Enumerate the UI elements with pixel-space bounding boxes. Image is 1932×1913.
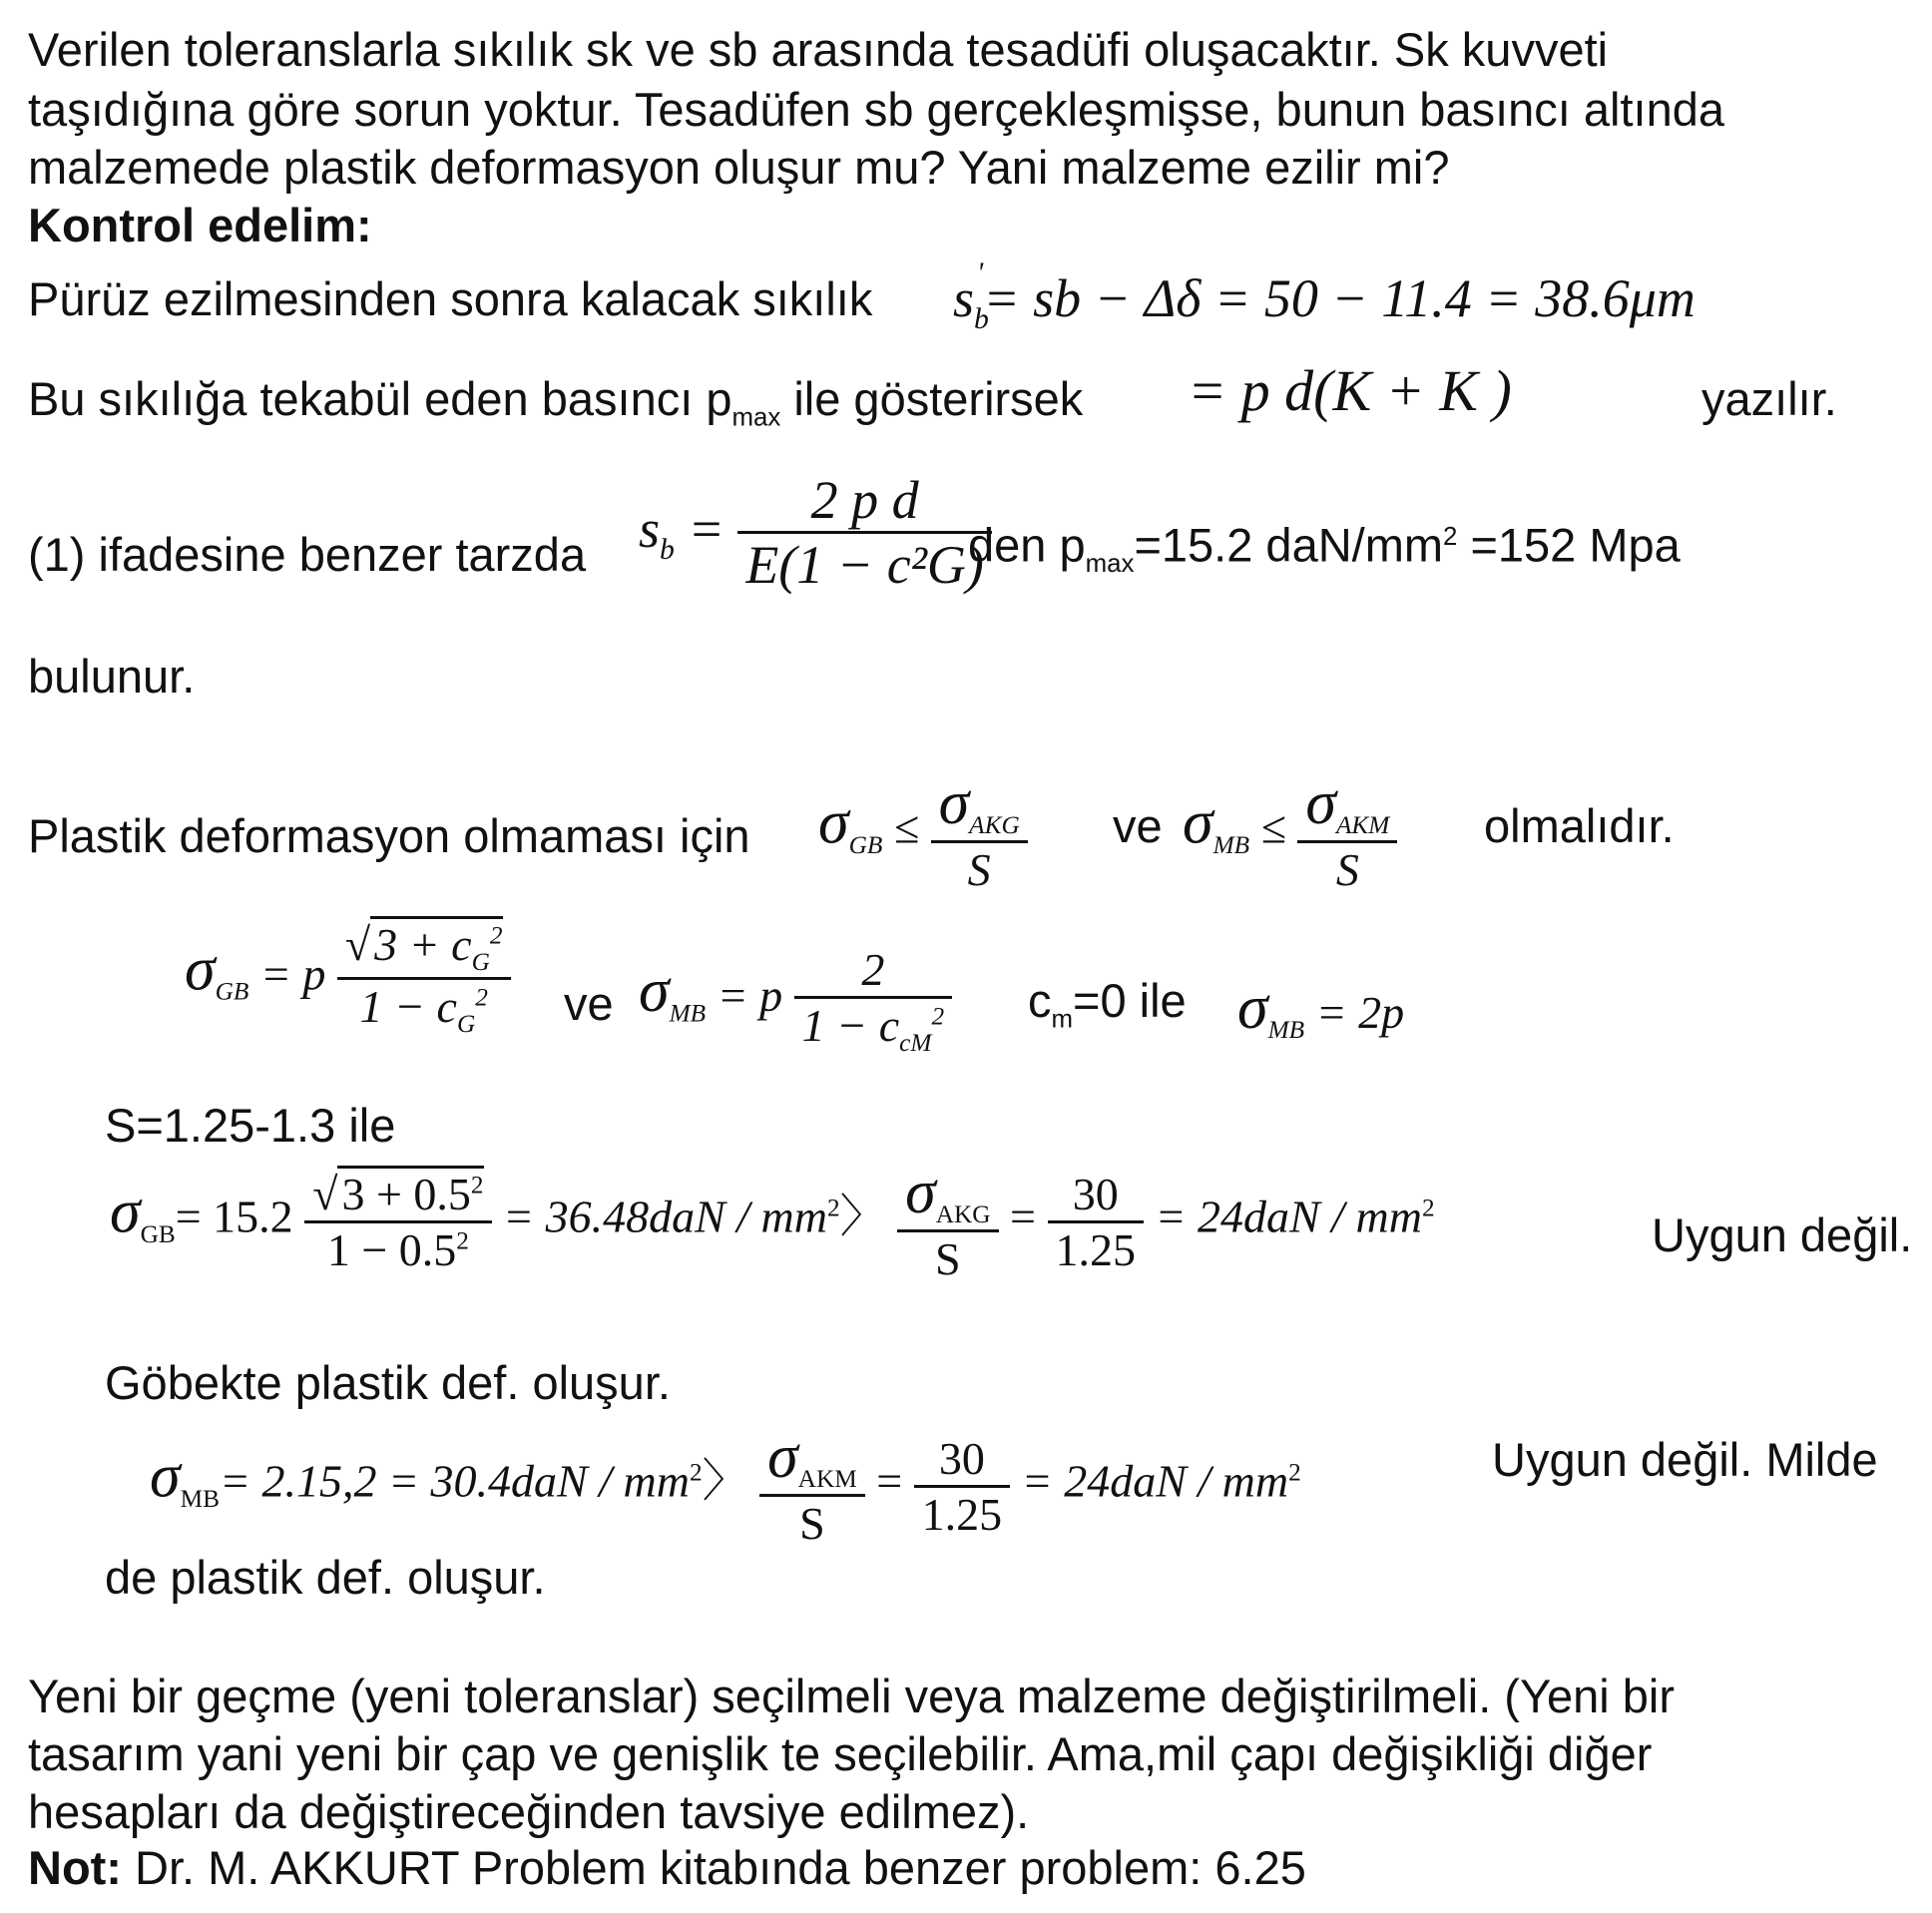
fraction-denominator: E(1 − c²G) xyxy=(745,535,984,595)
text-line: Göbekte plastik def. oluşur. xyxy=(105,1356,671,1409)
text-line: S=1.25-1.3 ile xyxy=(105,1099,396,1152)
subscript: max xyxy=(731,403,781,432)
equation-text: = 15.2 xyxy=(175,1191,293,1242)
equation-text: = p d(K + K ) xyxy=(1188,358,1512,423)
text-span: ile gösterirsek xyxy=(780,372,1084,425)
text-line: den $p_{max}=15.2$ daN/$mm^2 =152$ Mpa xyxy=(968,518,1681,579)
text-line: bulunur. xyxy=(28,650,196,703)
equation-sigma-gb: $\sigma_{GB} = p$ $\frac{√3 + c_G^2}{1 - c_G^2}$ xyxy=(185,918,511,1039)
fraction-numerator: 30 xyxy=(1048,1168,1145,1223)
note-label: Not: xyxy=(28,1841,122,1894)
paragraph-line: Yeni bir geçme (yeni toleranslar) seçilmeli veya malzeme değiştirilmeli. (Yeni bir xyxy=(28,1670,1676,1722)
text-span: c xyxy=(1028,974,1052,1027)
equation-text: = 24daN / mm xyxy=(1021,1455,1289,1507)
equation-text: = sb − Δδ = 50 − 11.4 = 38.6μm xyxy=(983,268,1695,328)
fraction-denominator: 1.25 xyxy=(1055,1223,1136,1275)
note-line xyxy=(28,1840,1306,1896)
text-span: =15.2 daN/mm xyxy=(1134,518,1444,572)
equation-condition-mb: $\sigma_{MB}$ ≤ $\frac{\sigma_{AKM}}{S}$ xyxy=(1183,768,1397,896)
paragraph-line: taşıdığına göre sorun yoktur. Tesadüfen sb gerçekleşmişse, bunun basıncı altında xyxy=(28,83,1725,136)
paragraph-line: Verilen toleranslarla sıkılık sk ve sb arasında tesadüfi oluşacaktır. Sk kuvveti xyxy=(28,23,1609,76)
text-line: Pürüz ezilmesinden sonra kalacak sıkılık xyxy=(28,272,873,325)
text-line: Plastik deformasyon olmaması için xyxy=(28,809,750,862)
note-text: Dr. M. AKKURT Problem kitabında benzer problem: 6.25 xyxy=(121,1841,1306,1894)
equation-ifade: $s_b$ = $\frac{\text{2 p d}}{\text{E(1 − c²G)}}$ xyxy=(639,469,992,596)
text-line: Uygun değil. xyxy=(1652,1208,1913,1261)
fraction xyxy=(737,469,992,596)
equation-text: = 36.48daN / mm xyxy=(503,1191,827,1242)
text-span: den p xyxy=(968,518,1086,572)
fraction-denominator: 1.25 xyxy=(921,1488,1003,1540)
equation-sigma-mb-2p: $\sigma_{MB} = 2p$ xyxy=(1237,974,1405,1045)
fraction-numerator: 2 p d xyxy=(737,469,992,534)
paragraph-line: hesapları da değiştireceğinden tavsiye edilmez). xyxy=(28,1785,1030,1838)
equation-sigma-mb: $\sigma_{MB} = p$ $\frac{2}{1 - c_{cM}^2}$ xyxy=(639,943,952,1058)
text-line: yazılır. xyxy=(1701,372,1837,425)
equation-gb-computation: $\sigma_{GB}= 15.2$ $\frac{√3 + 0.5^2}{1 - 0.5^2}$ = $36.48daN / mm^2$〉 $\frac{\sigma_{AKG}}{S}$ = $\frac{30}{1.25}$ = $24daN / mm^2$ xyxy=(110,1159,1435,1285)
equation-mb-computation: $\sigma_{MB}= 2.15,2 = 30.4daN / mm^2$〉 $\frac{\sigma_{AKM}}{S}$ = $\frac{30}{1.25}$ = $24daN / mm^2$ xyxy=(150,1423,1301,1550)
equation-text: = 2.15,2 = 30.4daN / mm xyxy=(219,1455,690,1507)
text-line: ve xyxy=(564,977,614,1030)
text-span: =0 ile xyxy=(1073,974,1187,1027)
equation-basinc xyxy=(1188,357,1512,424)
text-span: =152 Mpa xyxy=(1457,518,1681,572)
text-line: olmalıdır. xyxy=(1484,799,1675,852)
equation-condition-gb: $\sigma_{GB}$ ≤ $\frac{\sigma_{AKG}}{S}$ xyxy=(818,768,1028,896)
text-line: Uygun değil. Milde xyxy=(1492,1433,1878,1486)
fraction-numerator: 30 xyxy=(914,1432,1011,1488)
paragraph-line: tasarım yani yeni bir çap ve genişlik te seçilebilir. Ama,mil çapı değişikliği diğer xyxy=(28,1727,1653,1780)
text-line xyxy=(28,371,1083,445)
text-line: de plastik def. oluşur. xyxy=(105,1551,546,1604)
text-span: Bu sıkılığa tekabül eden basıncı p xyxy=(28,372,732,425)
text-line: $c_m=0$ ile xyxy=(1028,974,1187,1034)
text-line: (1) ifadesine benzer tarzda xyxy=(28,528,587,581)
text-line: ve xyxy=(1113,799,1163,852)
equation-puruz: $s_b'=$ sb − Δδ = 50 − 11.4 = 38.6μm xyxy=(953,257,1695,335)
paragraph-line: malzemede plastik deformasyon oluşur mu? Yani malzeme ezilir mi? xyxy=(28,141,1450,194)
equation-text: = 24daN / mm xyxy=(1155,1191,1422,1242)
section-heading: Kontrol edelim: xyxy=(28,199,372,251)
